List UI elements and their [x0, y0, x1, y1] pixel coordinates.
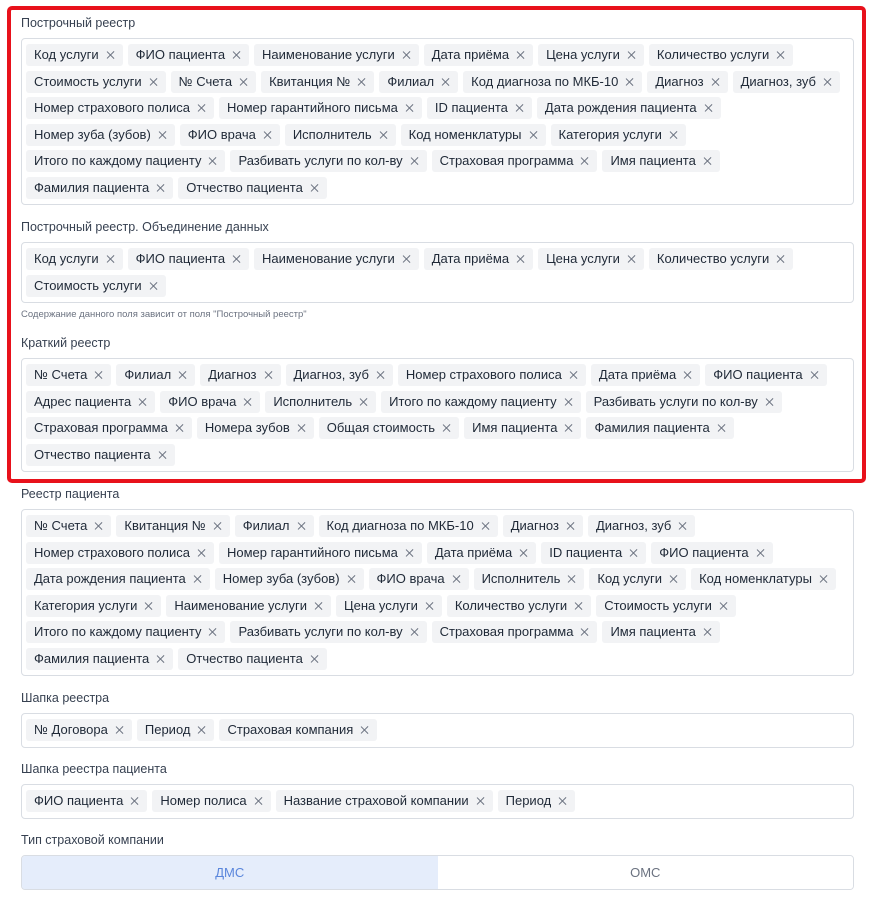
section-label: Реестр пациента — [21, 487, 120, 501]
tag-chip — [152, 790, 270, 812]
tag-chip — [116, 515, 229, 537]
remove-tag-icon[interactable] — [359, 397, 369, 407]
tag-label: ФИО пациента — [659, 544, 749, 560]
tag-label: Имя пациента — [610, 624, 696, 639]
remove-tag-icon[interactable] — [239, 77, 249, 87]
section-label: Тип страховой компании — [21, 833, 164, 847]
remove-tag-icon[interactable] — [574, 601, 584, 611]
remove-tag-icon[interactable] — [106, 50, 116, 60]
tag-chip — [369, 568, 469, 590]
tag-label: Диагноз — [208, 367, 257, 382]
section-label: Краткий реестр — [21, 336, 111, 350]
tag-chip — [401, 124, 546, 146]
tag-label: Диагноз — [510, 518, 559, 533]
remove-tag-icon[interactable] — [297, 423, 307, 433]
tag-chip — [432, 621, 598, 643]
remove-tag-icon[interactable] — [516, 50, 526, 60]
remove-tag-icon[interactable] — [529, 130, 539, 140]
tag-label: Страховая программа — [439, 153, 574, 168]
tag-chip — [254, 248, 419, 270]
tag-chip — [166, 595, 331, 617]
tag-label: Код номенклатуры — [699, 571, 812, 586]
tag-chip — [498, 790, 576, 812]
tag-label: ФИО врача — [187, 126, 256, 142]
tag-label: Дата приёма — [431, 251, 510, 266]
tag-label: Код услуги — [597, 571, 663, 586]
tag-chip — [381, 391, 580, 413]
tag-label: Диагноз, зуб — [293, 367, 369, 382]
remove-tag-icon[interactable] — [810, 370, 820, 380]
tag-label: Цена услуги — [546, 47, 620, 62]
remove-tag-icon[interactable] — [208, 156, 218, 166]
tag-chip — [26, 515, 111, 537]
tag-label: Код услуги — [34, 47, 99, 62]
tag-chip — [551, 124, 686, 146]
tag-label: Цена услуги — [344, 597, 418, 613]
tag-chip — [379, 71, 458, 93]
tag-label: Код номенклатуры — [408, 126, 522, 142]
tag-chip — [265, 391, 376, 413]
tag-select-registry-header[interactable] — [21, 713, 854, 748]
tag-chip — [219, 719, 377, 741]
tag-label: № Счета — [178, 73, 233, 89]
tag-label: Итого по каждому пациенту — [34, 153, 202, 168]
tag-chip — [128, 248, 249, 270]
section-stroke-registry — [21, 14, 854, 205]
tag-label: Номер страхового полиса — [405, 367, 562, 382]
remove-tag-icon[interactable] — [208, 627, 218, 637]
remove-tag-icon[interactable] — [669, 574, 679, 584]
tag-chip — [26, 568, 210, 590]
tag-label: Наименование услуги — [262, 47, 395, 62]
remove-tag-icon[interactable] — [115, 725, 125, 735]
remove-tag-icon[interactable] — [144, 601, 154, 611]
tag-chip — [589, 568, 686, 590]
tag-chip — [171, 71, 256, 93]
tag-chip — [261, 71, 374, 93]
tag-label: Филиал — [124, 367, 172, 382]
tag-label: Итого по каждому пациенту — [389, 393, 557, 409]
remove-tag-icon[interactable] — [138, 397, 148, 407]
remove-tag-icon[interactable] — [678, 521, 688, 531]
remove-tag-icon[interactable] — [627, 50, 637, 60]
tag-label: Стоимость услуги — [604, 597, 712, 613]
tag-chip — [276, 790, 493, 812]
tag-label: Фамилия пациента — [594, 420, 710, 435]
remove-tag-icon[interactable] — [580, 156, 590, 166]
tag-label: Номер зуба (зубов) — [34, 126, 151, 142]
remove-tag-icon[interactable] — [158, 130, 168, 140]
tag-chip — [26, 391, 155, 413]
tag-chip — [197, 417, 314, 439]
remove-tag-icon[interactable] — [213, 521, 223, 531]
section-patient-registry-header — [21, 760, 854, 819]
tag-label: Номер гарантийного письма — [226, 100, 398, 115]
tag-label: Отчество пациента — [186, 179, 303, 195]
tag-label: Разбивать услуги по кол-ву — [238, 624, 403, 639]
tag-chip — [26, 621, 225, 643]
remove-tag-icon[interactable] — [106, 254, 116, 264]
tag-chip — [180, 124, 280, 146]
tag-label: Наименование услуги — [262, 251, 395, 266]
remove-tag-icon[interactable] — [719, 601, 729, 611]
remove-tag-icon[interactable] — [515, 103, 525, 113]
remove-tag-icon[interactable] — [264, 370, 274, 380]
remove-tag-icon[interactable] — [314, 601, 324, 611]
tag-label: ФИО врача — [168, 393, 237, 409]
remove-tag-icon[interactable] — [629, 548, 639, 558]
tag-chip — [432, 150, 598, 172]
tag-label: Филиал — [242, 518, 290, 533]
tag-chip — [591, 364, 700, 386]
tag-chip — [649, 44, 793, 66]
remove-tag-icon[interactable] — [481, 521, 491, 531]
tag-select-patient-registry-header[interactable] — [21, 784, 854, 819]
remove-tag-icon[interactable] — [704, 103, 714, 113]
tag-label: Имя пациента — [472, 420, 558, 435]
remove-tag-icon[interactable] — [452, 574, 462, 584]
tag-label: Отчество пациента — [186, 650, 303, 666]
remove-tag-icon[interactable] — [669, 130, 679, 140]
tag-chip — [464, 417, 581, 439]
tag-chip — [538, 248, 644, 270]
remove-tag-icon[interactable] — [243, 397, 253, 407]
tag-chip — [26, 417, 192, 439]
remove-tag-icon[interactable] — [310, 654, 320, 664]
remove-tag-icon[interactable] — [347, 574, 357, 584]
remove-tag-icon[interactable] — [197, 725, 207, 735]
tag-chip — [219, 97, 422, 119]
remove-tag-icon[interactable] — [567, 574, 577, 584]
tag-chip — [26, 177, 173, 199]
tag-chip — [424, 44, 533, 66]
tag-label: Наименование услуги — [174, 597, 308, 613]
remove-tag-icon[interactable] — [94, 370, 104, 380]
remove-tag-icon[interactable] — [402, 50, 412, 60]
remove-tag-icon[interactable] — [405, 103, 415, 113]
tag-chip — [26, 97, 214, 119]
tag-chip — [235, 515, 314, 537]
remove-tag-icon[interactable] — [711, 77, 721, 87]
remove-tag-icon[interactable] — [379, 130, 389, 140]
tag-chip — [26, 124, 175, 146]
tag-label: ФИО пациента — [713, 367, 803, 382]
remove-tag-icon[interactable] — [569, 370, 579, 380]
tag-chip — [116, 364, 195, 386]
section-label: Построчный реестр — [21, 16, 136, 30]
remove-tag-icon[interactable] — [402, 254, 412, 264]
tag-chip — [474, 568, 585, 590]
tag-label: Номер страхового полиса — [34, 100, 190, 115]
tag-chip — [285, 124, 396, 146]
remove-tag-icon[interactable] — [156, 654, 166, 664]
remove-tag-icon[interactable] — [197, 548, 207, 558]
tag-label: Категория услуги — [558, 126, 662, 142]
remove-tag-icon[interactable] — [564, 397, 574, 407]
remove-tag-icon[interactable] — [149, 77, 159, 87]
section-registry-header — [21, 689, 854, 748]
tag-label: Страховая программа — [439, 624, 574, 639]
remove-tag-icon[interactable] — [625, 77, 635, 87]
tag-chip — [336, 595, 442, 617]
field-hint: Содержание данного поля зависит от поля "Построчный реестр" — [21, 309, 307, 320]
tag-label: Категория услуги — [34, 597, 138, 613]
remove-tag-icon[interactable] — [357, 77, 367, 87]
tag-chip — [26, 790, 147, 812]
tag-chip — [26, 275, 166, 297]
remove-tag-icon[interactable] — [519, 548, 529, 558]
tag-label: Общая стоимость — [326, 420, 436, 435]
tag-label: Диагноз — [655, 73, 704, 89]
tag-select-patient-registry[interactable] — [21, 509, 854, 676]
tag-label: ФИО пациента — [135, 251, 226, 266]
remove-tag-icon[interactable] — [580, 627, 590, 637]
tag-chip — [538, 44, 644, 66]
option-dms[interactable]: ДМС — [22, 856, 438, 889]
remove-tag-icon[interactable] — [232, 254, 242, 264]
tag-chip — [588, 515, 695, 537]
tag-chip — [503, 515, 583, 537]
tag-label: Разбивать услуги по кол-ву — [593, 393, 758, 409]
tag-chip — [137, 719, 215, 741]
remove-tag-icon[interactable] — [130, 796, 140, 806]
tag-label: Код диагноза по МКБ-10 — [471, 73, 619, 89]
remove-tag-icon[interactable] — [94, 521, 104, 531]
tag-chip — [319, 515, 498, 537]
tag-chip — [178, 177, 327, 199]
remove-tag-icon[interactable] — [410, 156, 420, 166]
tag-chip — [230, 621, 426, 643]
remove-tag-icon[interactable] — [442, 423, 452, 433]
tag-chip — [596, 595, 736, 617]
tag-label: Дата рождения пациента — [544, 100, 697, 115]
remove-tag-icon[interactable] — [156, 183, 166, 193]
tag-label: Квитанция № — [124, 518, 206, 533]
tag-label: № Счета — [34, 518, 88, 533]
tag-label: Код диагноза по МКБ-10 — [326, 518, 474, 533]
tag-label: Исполнитель — [292, 126, 372, 142]
remove-tag-icon[interactable] — [193, 574, 203, 584]
section-patient-registry — [21, 485, 854, 676]
tag-label: Номер гарантийного письма — [226, 544, 398, 560]
tag-chip — [26, 44, 123, 66]
tag-select-stroke-registry[interactable] — [21, 38, 854, 205]
tag-chip — [691, 568, 836, 590]
tag-label: Цена услуги — [546, 251, 620, 266]
remove-tag-icon[interactable] — [149, 281, 159, 291]
remove-tag-icon[interactable] — [376, 370, 386, 380]
tag-label: ФИО пациента — [135, 47, 226, 62]
tag-label: Период — [144, 722, 191, 737]
tag-chip — [26, 719, 132, 741]
tag-chip — [128, 44, 249, 66]
remove-tag-icon[interactable] — [197, 103, 207, 113]
tag-chip — [230, 150, 426, 172]
remove-tag-icon[interactable] — [405, 548, 415, 558]
tag-chip — [651, 542, 772, 564]
tag-chip — [319, 417, 459, 439]
tag-label: Стоимость услуги — [34, 277, 142, 293]
tag-chip — [26, 248, 123, 270]
tag-chip — [215, 568, 364, 590]
section-label: Шапка реестра — [21, 691, 110, 705]
tag-chip — [200, 364, 280, 386]
tag-label: № Договора — [34, 722, 108, 737]
tag-label: Диагноз, зуб — [595, 518, 672, 533]
tag-label: Диагноз, зуб — [740, 73, 817, 89]
tag-chip — [178, 648, 327, 670]
remove-tag-icon[interactable] — [703, 627, 713, 637]
section-insurance-type — [21, 831, 854, 890]
tag-label: Дата приёма — [431, 47, 510, 62]
tag-label: Страховая компания — [227, 722, 354, 737]
tag-chip — [586, 417, 733, 439]
remove-tag-icon[interactable] — [158, 450, 168, 460]
tag-label: Стоимость услуги — [34, 73, 142, 89]
tag-label: Период — [505, 793, 552, 808]
remove-tag-icon[interactable] — [756, 548, 766, 558]
remove-tag-icon[interactable] — [476, 796, 486, 806]
tag-label: Дата приёма — [598, 367, 677, 382]
tag-label: Отчество пациента — [34, 446, 151, 462]
tag-chip — [447, 595, 591, 617]
remove-tag-icon[interactable] — [232, 50, 242, 60]
remove-tag-icon[interactable] — [564, 423, 574, 433]
remove-tag-icon[interactable] — [765, 397, 775, 407]
remove-tag-icon[interactable] — [254, 796, 264, 806]
remove-tag-icon[interactable] — [627, 254, 637, 264]
tag-chip — [398, 364, 586, 386]
tag-chip — [26, 648, 173, 670]
tag-label: ФИО врача — [376, 571, 445, 586]
tag-label: Имя пациента — [610, 153, 696, 168]
tag-label: Исполнитель — [481, 571, 561, 586]
remove-tag-icon[interactable] — [360, 725, 370, 735]
section-label: Шапка реестра пациента — [21, 762, 167, 776]
tag-label: Филиал — [387, 73, 435, 89]
tag-label: Исполнитель — [273, 393, 353, 409]
remove-tag-icon[interactable] — [441, 77, 451, 87]
tag-label: Номер страхового полиса — [34, 544, 190, 560]
tag-label: Номер зуба (зубов) — [222, 571, 340, 586]
tag-label: Дата приёма — [434, 544, 513, 560]
tag-chip — [26, 444, 175, 466]
remove-tag-icon[interactable] — [717, 423, 727, 433]
tag-select-short-registry[interactable] — [21, 358, 854, 472]
tag-chip — [254, 44, 419, 66]
remove-tag-icon[interactable] — [175, 423, 185, 433]
tag-label: Количество услуги — [656, 47, 770, 62]
tag-chip — [647, 71, 727, 93]
tag-chip — [26, 364, 111, 386]
remove-tag-icon[interactable] — [776, 50, 786, 60]
tag-label: Номера зубов — [204, 420, 290, 435]
remove-tag-icon[interactable] — [819, 574, 829, 584]
tag-label: Фамилия пациента — [34, 179, 150, 195]
tag-chip — [26, 71, 166, 93]
tag-label: Номер полиса — [160, 793, 247, 808]
insurance-type-switch[interactable] — [21, 855, 854, 890]
section-merge-data — [21, 218, 854, 321]
tag-chip — [537, 97, 721, 119]
tag-label: ID пациента — [434, 100, 508, 115]
tag-label: Количество услуги — [656, 251, 770, 266]
section-short-registry — [21, 334, 854, 472]
tag-chip — [26, 595, 161, 617]
tag-chip — [705, 364, 826, 386]
remove-tag-icon[interactable] — [776, 254, 786, 264]
tag-chip — [427, 542, 536, 564]
remove-tag-icon[interactable] — [683, 370, 693, 380]
tag-label: Название страховой компании — [283, 793, 469, 808]
tag-chip — [649, 248, 793, 270]
tag-chip — [602, 150, 719, 172]
remove-tag-icon[interactable] — [263, 130, 273, 140]
remove-tag-icon[interactable] — [310, 183, 320, 193]
tag-label: Дата рождения пациента — [34, 571, 186, 586]
tag-chip — [586, 391, 782, 413]
tag-chip — [427, 97, 532, 119]
remove-tag-icon[interactable] — [566, 521, 576, 531]
section-label: Построчный реестр. Объединение данных — [21, 220, 269, 234]
tag-label: Квитанция № — [269, 73, 351, 89]
tag-chip — [26, 150, 225, 172]
remove-tag-icon[interactable] — [425, 601, 435, 611]
tag-chip — [160, 391, 260, 413]
tag-label: Разбивать услуги по кол-ву — [238, 153, 403, 168]
tag-chip — [733, 71, 840, 93]
tag-chip — [286, 364, 393, 386]
remove-tag-icon[interactable] — [703, 156, 713, 166]
tag-chip — [541, 542, 646, 564]
tag-chip — [463, 71, 642, 93]
tag-label: ID пациента — [549, 544, 623, 560]
tag-label: Страховая программа — [34, 420, 168, 435]
remove-tag-icon[interactable] — [558, 796, 568, 806]
tag-chip — [602, 621, 719, 643]
tag-label: Итого по каждому пациенту — [34, 624, 202, 639]
option-oms[interactable]: ОМС — [438, 856, 854, 889]
remove-tag-icon[interactable] — [516, 254, 526, 264]
remove-tag-icon[interactable] — [823, 77, 833, 87]
tag-label: № Счета — [34, 367, 88, 382]
tag-label: ФИО пациента — [34, 793, 124, 808]
remove-tag-icon[interactable] — [410, 627, 420, 637]
tag-label: Фамилия пациента — [34, 650, 150, 666]
remove-tag-icon[interactable] — [178, 370, 188, 380]
tag-chip — [219, 542, 422, 564]
remove-tag-icon[interactable] — [297, 521, 307, 531]
tag-label: Адрес пациента — [34, 393, 132, 409]
tag-select-merge-data[interactable] — [21, 242, 854, 303]
tag-label: Количество услуги — [454, 597, 568, 613]
tag-chip — [26, 542, 214, 564]
tag-label: Код услуги — [34, 251, 99, 266]
tag-chip — [424, 248, 533, 270]
